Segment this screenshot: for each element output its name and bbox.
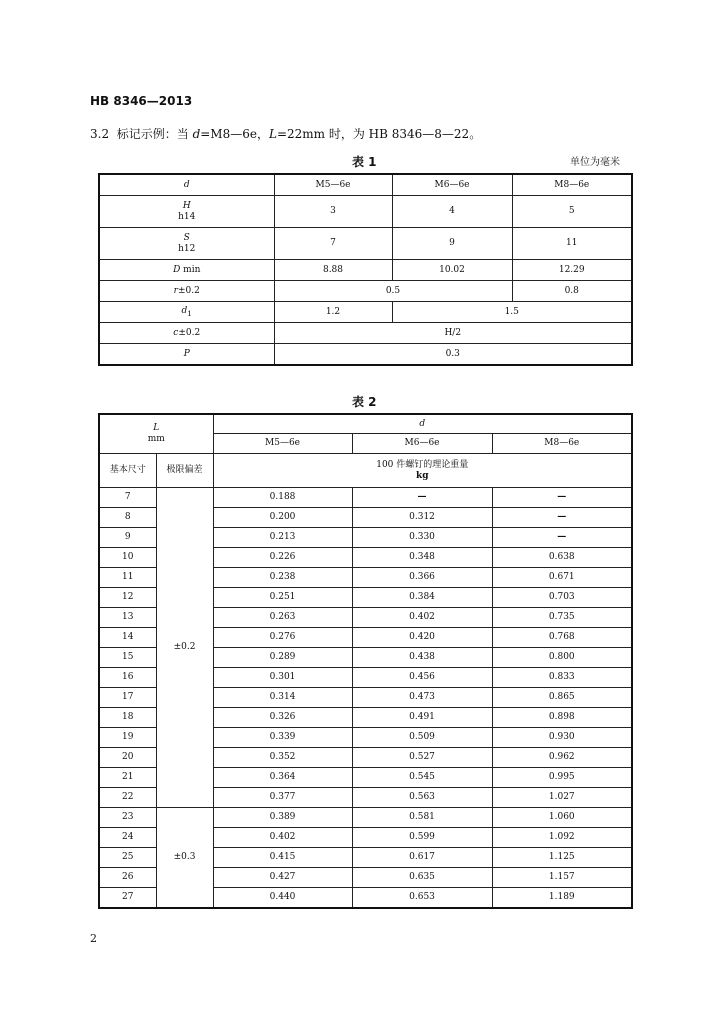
table-cell: 23 bbox=[99, 808, 156, 828]
table-cell: P bbox=[99, 344, 274, 366]
marking-example bbox=[90, 125, 481, 142]
table-cell: 0.226 bbox=[213, 548, 352, 568]
table-row bbox=[99, 260, 632, 281]
table-cell: 0.545 bbox=[352, 768, 492, 788]
section-text-b: =M8—6e， bbox=[200, 127, 269, 141]
table-cell: 0.263 bbox=[213, 608, 352, 628]
table-cell: 0.653 bbox=[352, 888, 492, 909]
table-cell: 0.366 bbox=[352, 568, 492, 588]
table-cell: 0.348 bbox=[352, 548, 492, 568]
table-cell: 26 bbox=[99, 868, 156, 888]
table2 bbox=[98, 413, 633, 909]
table-cell: 9 bbox=[99, 528, 156, 548]
table-cell: 1.157 bbox=[492, 868, 632, 888]
table-cell: 1.060 bbox=[492, 808, 632, 828]
table-cell: M6—6e bbox=[392, 174, 512, 196]
table-cell: 1.189 bbox=[492, 888, 632, 909]
row-symbol: H bbox=[182, 200, 191, 211]
table-cell: — bbox=[352, 488, 492, 508]
table-cell: — bbox=[492, 528, 632, 548]
row-tolerance: h12 bbox=[178, 243, 196, 254]
table-cell: 0.312 bbox=[352, 508, 492, 528]
table-row bbox=[99, 488, 632, 508]
table-cell: ±0.3 bbox=[156, 808, 213, 909]
table-cell: 极限偏差 bbox=[156, 454, 213, 488]
row-suffix: min bbox=[180, 264, 201, 275]
table-cell: 1.2 bbox=[274, 302, 392, 323]
table-cell: 4 bbox=[392, 196, 512, 228]
table-cell: 3 bbox=[274, 196, 392, 228]
table-cell: 24 bbox=[99, 828, 156, 848]
table-row bbox=[99, 344, 632, 366]
table-cell: 0.188 bbox=[213, 488, 352, 508]
table-cell: 18 bbox=[99, 708, 156, 728]
table-cell: M6—6e bbox=[352, 434, 492, 454]
table-cell: 0.456 bbox=[352, 668, 492, 688]
table-cell: 0.800 bbox=[492, 648, 632, 668]
table-cell: — bbox=[492, 488, 632, 508]
table-cell: 7 bbox=[274, 228, 392, 260]
table-cell: 8.88 bbox=[274, 260, 392, 281]
table-cell: 0.213 bbox=[213, 528, 352, 548]
table1 bbox=[98, 173, 633, 366]
weight-unit: kg bbox=[416, 470, 429, 481]
table-cell: 1.125 bbox=[492, 848, 632, 868]
table-cell: 0.440 bbox=[213, 888, 352, 909]
var-d: d bbox=[192, 127, 201, 141]
table-cell: 8 bbox=[99, 508, 156, 528]
table-cell: 16 bbox=[99, 668, 156, 688]
table-cell: 9 bbox=[392, 228, 512, 260]
row-suffix: ±0.2 bbox=[178, 327, 201, 338]
table-cell: 0.995 bbox=[492, 768, 632, 788]
table-row bbox=[99, 454, 632, 488]
table-cell: 0.402 bbox=[213, 828, 352, 848]
table-cell: ±0.2 bbox=[156, 488, 213, 808]
table-cell: 22 bbox=[99, 788, 156, 808]
table-cell: 12.29 bbox=[512, 260, 632, 281]
row-symbol: c bbox=[173, 327, 179, 338]
l-unit: mm bbox=[147, 434, 165, 444]
table-cell: H/2 bbox=[274, 323, 632, 344]
table-cell: 0.301 bbox=[213, 668, 352, 688]
table-cell: 0.735 bbox=[492, 608, 632, 628]
table-cell: 11 bbox=[99, 568, 156, 588]
table-cell: 0.415 bbox=[213, 848, 352, 868]
table-cell: 0.330 bbox=[352, 528, 492, 548]
table-cell: 0.962 bbox=[492, 748, 632, 768]
table-cell: 0.200 bbox=[213, 508, 352, 528]
table-row bbox=[99, 281, 632, 302]
row-subscript: 1 bbox=[187, 308, 193, 318]
table-cell: 0.377 bbox=[213, 788, 352, 808]
table1-unit: 单位为毫米 bbox=[570, 157, 620, 168]
table-cell: 13 bbox=[99, 608, 156, 628]
row-symbol: D bbox=[173, 264, 181, 275]
table-row bbox=[99, 196, 632, 228]
weight-label: 100 件螺钉的理论重量 bbox=[376, 459, 469, 470]
table-cell: 0.8 bbox=[512, 281, 632, 302]
table-cell: 0.768 bbox=[492, 628, 632, 648]
table-cell: 基本尺寸 bbox=[99, 454, 156, 488]
section-text-c: =22mm 时，为 HB 8346—8—22。 bbox=[276, 127, 482, 141]
table-cell: 21 bbox=[99, 768, 156, 788]
table-cell bbox=[99, 196, 274, 228]
table-row bbox=[99, 414, 632, 434]
table-cell: 0.438 bbox=[352, 648, 492, 668]
table-cell: 12 bbox=[99, 588, 156, 608]
section-text-a: 标记示例：当 bbox=[116, 127, 193, 141]
table-cell: d bbox=[213, 414, 632, 434]
table-cell: 0.563 bbox=[352, 788, 492, 808]
table-cell: 0.833 bbox=[492, 668, 632, 688]
table-cell: 0.420 bbox=[352, 628, 492, 648]
table-cell: 0.509 bbox=[352, 728, 492, 748]
table-cell: 1.092 bbox=[492, 828, 632, 848]
table-cell: 17 bbox=[99, 688, 156, 708]
table-cell: 20 bbox=[99, 748, 156, 768]
table-cell: 0.703 bbox=[492, 588, 632, 608]
table-cell: 0.638 bbox=[492, 548, 632, 568]
page-number: 2 bbox=[90, 932, 97, 945]
table-cell: 0.3 bbox=[274, 344, 632, 366]
table-cell bbox=[99, 323, 274, 344]
table-cell: 0.473 bbox=[352, 688, 492, 708]
table-cell: 0.314 bbox=[213, 688, 352, 708]
table-cell: 0.527 bbox=[352, 748, 492, 768]
table-cell: 27 bbox=[99, 888, 156, 909]
table-cell: M5—6e bbox=[213, 434, 352, 454]
table-cell bbox=[99, 260, 274, 281]
table-cell: 14 bbox=[99, 628, 156, 648]
table-cell: 0.251 bbox=[213, 588, 352, 608]
table-cell: 0.364 bbox=[213, 768, 352, 788]
table-cell: 0.5 bbox=[274, 281, 512, 302]
row-symbol: r bbox=[173, 285, 178, 296]
table-cell: — bbox=[492, 508, 632, 528]
table-cell: M5—6e bbox=[274, 174, 392, 196]
table-cell: 0.326 bbox=[213, 708, 352, 728]
table-cell: 0.491 bbox=[352, 708, 492, 728]
table-cell: 15 bbox=[99, 648, 156, 668]
table-row bbox=[99, 174, 632, 196]
table-cell: 10.02 bbox=[392, 260, 512, 281]
table-cell: 0.427 bbox=[213, 868, 352, 888]
table-cell: 7 bbox=[99, 488, 156, 508]
table-cell: 0.865 bbox=[492, 688, 632, 708]
table-row bbox=[99, 808, 632, 828]
table1-caption: 表 1 bbox=[352, 155, 377, 169]
row-tolerance: h14 bbox=[178, 211, 196, 222]
table-row bbox=[99, 323, 632, 344]
table-cell: 0.384 bbox=[352, 588, 492, 608]
table-cell: 0.289 bbox=[213, 648, 352, 668]
table2-caption: 表 2 bbox=[352, 395, 377, 409]
table-cell: 0.581 bbox=[352, 808, 492, 828]
table-row bbox=[99, 302, 632, 323]
section-number: 3.2 bbox=[90, 127, 110, 141]
row-suffix: ±0.2 bbox=[177, 285, 200, 296]
table-cell bbox=[99, 228, 274, 260]
table-cell bbox=[99, 302, 274, 323]
table-cell bbox=[99, 281, 274, 302]
l-label: L bbox=[153, 423, 160, 433]
table-row bbox=[99, 228, 632, 260]
table-cell bbox=[99, 414, 213, 454]
table-cell: 0.276 bbox=[213, 628, 352, 648]
table-cell: 0.930 bbox=[492, 728, 632, 748]
table-cell: 1.027 bbox=[492, 788, 632, 808]
table-cell: 0.635 bbox=[352, 868, 492, 888]
row-symbol: d bbox=[181, 305, 188, 316]
table-cell: 0.389 bbox=[213, 808, 352, 828]
row-symbol: S bbox=[183, 232, 190, 243]
table-cell: 0.617 bbox=[352, 848, 492, 868]
table-cell: 10 bbox=[99, 548, 156, 568]
table-cell: 5 bbox=[512, 196, 632, 228]
table-cell: M8—6e bbox=[512, 174, 632, 196]
table-cell: 0.339 bbox=[213, 728, 352, 748]
table-cell: 25 bbox=[99, 848, 156, 868]
document-code: HB 8346—2013 bbox=[90, 94, 193, 108]
table-cell: d bbox=[99, 174, 274, 196]
table-cell: 1.5 bbox=[392, 302, 632, 323]
table-cell: 0.402 bbox=[352, 608, 492, 628]
table-cell: 0.599 bbox=[352, 828, 492, 848]
table-cell: 0.671 bbox=[492, 568, 632, 588]
table-cell: 0.352 bbox=[213, 748, 352, 768]
table-cell: 11 bbox=[512, 228, 632, 260]
table-cell: 0.238 bbox=[213, 568, 352, 588]
table-cell: 19 bbox=[99, 728, 156, 748]
table-cell: M8—6e bbox=[492, 434, 632, 454]
table-cell: 0.898 bbox=[492, 708, 632, 728]
var-l: L bbox=[268, 127, 277, 141]
table-cell bbox=[213, 454, 632, 488]
